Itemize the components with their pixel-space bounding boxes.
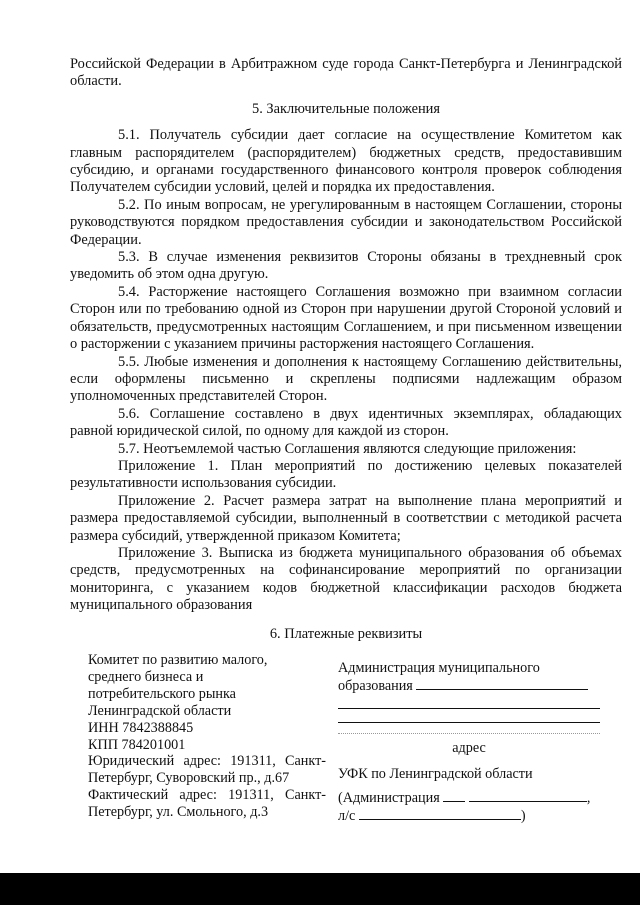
document-body xyxy=(70,56,622,825)
faint-blank-line xyxy=(338,725,600,734)
legal-address-line-2: Петербург, Суворовский пр., д.67 xyxy=(88,770,290,787)
scan-bottom-edge xyxy=(0,873,640,905)
clause-5-3: 5.3. В случае изменения реквизитов Стороны обязаны в трехдневный срок уведомить об этом одна другую. xyxy=(70,249,622,283)
committee-kpp: КПП 784201001 xyxy=(88,736,186,753)
address-caption: адрес xyxy=(452,740,486,757)
administration-line xyxy=(338,789,624,807)
clause-5-4: 5.4. Расторжение настоящего Соглашения возможно при взаимном согласии Сторон или по требованию одной из Сторон при нарушении другой Стороной условий и обязательств, предусмотренных настоящим Соглашением, и при письменном извещении о расторжении с указанием причины расторжения настоящего Соглашения. xyxy=(70,283,622,353)
committee-name-line-3: потребительского рынка xyxy=(88,685,236,702)
appendix-1: Приложение 1. План мероприятий по достижению целевых показателей результативности использования субсидии. xyxy=(70,457,622,492)
appendix-2: Приложение 2. Расчет размера затрат на выполнение плана мероприятий и размера предоставляемой субсидии, выполненный в соответствии с методикой расчета размера субсидий, утвержденной приказом Комитета; xyxy=(70,492,622,544)
clause-5-5: 5.5. Любые изменения и дополнения к настоящему Соглашению действительны, если оформлены письменно и скреплены подписями надлежащим образом уполномоченных представителей Сторон. xyxy=(70,353,622,405)
administration-comma: , xyxy=(586,789,591,806)
blank-line-1 xyxy=(338,695,600,709)
clause-5-6: 5.6. Соглашение составлено в двух идентичных экземплярах, обладающих равной юридической силой, по одному для каждой из сторон. xyxy=(70,405,622,440)
municipality-details xyxy=(338,660,624,825)
clause-5-7: 5.7. Неотъемлемой частью Соглашения являются следующие приложения: xyxy=(118,440,577,457)
appendix-3: Приложение 3. Выписка из бюджета муниципального образования об объемах средств, предусмотренных на софинансирование мероприятий по организации мониторинга, с указанием кодов бюджетной классификации расходов бюджета муниципального образования xyxy=(70,544,622,614)
ufk-line: УФК по Ленинградской области xyxy=(338,765,533,782)
clause-5-2: 5.2. По иным вопросам, не урегулированным в настоящем Соглашении, стороны руководствуются порядком предоставления субсидии и законодательством Российской Федерации. xyxy=(70,196,622,248)
account-label: л/с xyxy=(338,808,356,825)
actual-address-line-1: Фактический адрес: 191311, Санкт- xyxy=(88,787,326,804)
blank-line-2 xyxy=(338,709,600,723)
administration-open-text: (Администрация xyxy=(338,789,440,806)
section-5-heading: 5. Заключительные положения xyxy=(252,100,440,117)
municipality-label-line-2 xyxy=(338,677,624,695)
account-line xyxy=(338,807,624,825)
account-blank xyxy=(359,807,521,820)
committee-name-line-1: Комитет по развитию малого, xyxy=(88,652,268,668)
committee-inn: ИНН 7842388845 xyxy=(88,719,194,736)
committee-name-line-4: Ленинградской области xyxy=(88,702,232,719)
actual-address-line-2: Петербург, ул. Смольного, д.3 xyxy=(88,804,269,821)
clause-5-1: 5.1. Получатель субсидии дает согласие на осуществление Комитетом как главным распорядителем (распорядителем) бюджетных средств, предоставившим субсидию, и органами государственного финансового контроля проверок соблюдения Получателем субсидии условий, целей и порядка их предоставления. xyxy=(70,127,622,196)
municipality-label-line-1: Администрация муниципального xyxy=(338,660,540,676)
intro-paragraph: Российской Федерации в Арбитражном суде города Санкт-Петербурга и Ленинградской области. xyxy=(70,56,622,90)
payment-details xyxy=(70,652,622,825)
account-close-paren: ) xyxy=(520,808,526,825)
administration-blank-a xyxy=(443,789,465,802)
municipality-name-blank xyxy=(416,677,588,690)
legal-address-line-1: Юридический адрес: 191311, Санкт- xyxy=(88,753,326,770)
municipality-label-text: образования xyxy=(338,678,413,695)
administration-blank-b xyxy=(469,789,587,802)
committee-details xyxy=(88,652,326,821)
committee-name-line-2: среднего бизнеса и xyxy=(88,668,204,685)
section-6-heading: 6. Платежные реквизиты xyxy=(269,625,423,642)
